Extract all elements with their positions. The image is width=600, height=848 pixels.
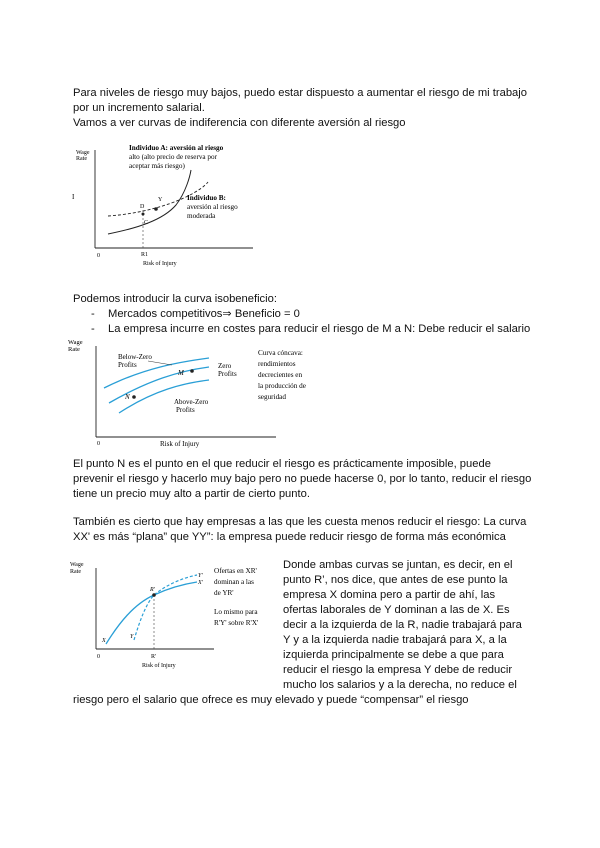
fig1-point-d: D xyxy=(140,204,145,210)
fig2-above-1: Above-Zero xyxy=(174,398,209,406)
fig3-origin: 0 xyxy=(97,654,100,660)
section4-line-1: También es cierto que hay empresas a las que les cuesta menos reducir el riesgo: La curva xyxy=(73,516,527,528)
fig1-label-b-2: aversión al riesgo xyxy=(187,203,238,211)
fig3-point-y: Y xyxy=(130,634,134,640)
fig2-below-leader xyxy=(148,361,172,365)
fig2-origin: 0 xyxy=(97,441,100,447)
fig1-curve-a xyxy=(108,170,191,234)
figure-indifference-curves xyxy=(68,140,268,270)
bullet-1: Mercados competitivos⇒ Beneficio = 0 xyxy=(108,308,300,320)
section5-line-4: ofertas laborales de Y dominan a las de X. Es xyxy=(283,604,510,616)
fig1-label-a-3: aceptar más riesgo) xyxy=(129,162,185,170)
fig3-curve-yy xyxy=(134,575,197,640)
fig3-point-yprime: Y' xyxy=(198,573,203,579)
fig1-xlabel: Risk of Injury xyxy=(143,261,177,267)
fig2-point-m: M xyxy=(178,369,184,377)
fig1-point-c-marker xyxy=(142,213,145,216)
fig2-xlabel: Risk of Injury xyxy=(160,440,200,448)
fig2-note-1: Curva cóncava: xyxy=(258,349,303,357)
section2-intro: Podemos introducir la curva isobeneficio: xyxy=(73,293,277,305)
fig2-note-4: la producción de xyxy=(258,382,306,390)
figure-isoprofit-curves xyxy=(64,338,334,453)
fig2-below-1: Below-Zero xyxy=(118,353,152,361)
section5-line-8: reducir el riesgo la empresa Y debe de reducir xyxy=(283,664,513,676)
fig3-xlabel: Risk of Injury xyxy=(142,663,176,669)
section5-line-6: Y y a la izquierda nadie trabajará para X, a la xyxy=(283,634,507,646)
section3-line-1: El punto N es el punto en el que reducir el riesgo es prácticamente imposible, puede xyxy=(73,458,491,470)
section5-line-2: punto R’, nos dice, que antes de ese punto la xyxy=(283,574,508,586)
fig2-ylabel-2: Rate xyxy=(68,346,80,353)
fig1-label-a-2: alto (alto precio de reserva por xyxy=(129,153,218,161)
fig3-point-r: R' xyxy=(150,587,155,593)
fig2-point-n-marker xyxy=(132,395,136,399)
fig1-label-b-3: moderada xyxy=(187,212,216,220)
fig1-point-c: C xyxy=(144,220,149,226)
fig3-point-xprime: X' xyxy=(198,580,203,586)
fig2-below-2: Profits xyxy=(118,361,137,369)
section5-line-3: empresa X domina pero a partir de ahí, las xyxy=(283,589,496,601)
fig3-note-3: de YR' xyxy=(214,589,234,597)
section3-line-2: prevenir el riesgo y hacerlo muy bajo pero no puede hacerse 0, por lo tanto, reducir el riesgo xyxy=(73,473,532,485)
section4-line-2: XX' es más “plana” que YY”: la empresa puede reducir riesgo de forma más económica xyxy=(73,531,506,543)
fig1-xtick: R1 xyxy=(141,252,149,258)
intro-line-3: Vamos a ver curvas de indiferencia con diferente aversión al riesgo xyxy=(73,117,406,129)
fig1-ylabel-1: Wage xyxy=(76,150,90,156)
fig2-above-2: Profits xyxy=(176,406,195,414)
fig3-ylabel-1: Wage xyxy=(70,562,84,568)
fig2-point-m-marker xyxy=(190,369,194,373)
bullet-dash-2: - xyxy=(91,323,95,335)
fig2-note-5: seguridad xyxy=(258,393,286,401)
section3-line-3: tiene un precio muy alto a partir de cierto punto. xyxy=(73,488,310,500)
fig1-ylabel-2: Rate xyxy=(76,156,87,162)
fig2-ylabel-1: Wage xyxy=(68,339,83,346)
fig1-point-d-marker xyxy=(154,207,158,211)
fig1-ytick: I xyxy=(72,193,75,201)
section5-line-7: izquierda principalmente se debe a que para xyxy=(283,649,504,661)
section5-line-5: decir a la izquierda de la R, nadie trabajará para xyxy=(283,619,522,631)
figure-xx-yy-curves xyxy=(64,558,279,670)
fig2-point-n: N xyxy=(125,393,130,401)
fig3-point-r-marker xyxy=(152,593,156,597)
intro-line-1: Para niveles de riesgo muy bajos, puedo estar dispuesto a aumentar el riesgo de mi trabajo xyxy=(73,87,527,99)
section5-last-line: riesgo pero el salario que ofrece es muy elevado y puede “compensar” el riesgo xyxy=(73,694,469,706)
bullet-dash-1: - xyxy=(91,308,95,320)
fig3-xtick: R' xyxy=(151,654,157,660)
fig1-point-y: Y xyxy=(158,197,163,203)
fig3-note-1: Ofertas en XR' xyxy=(214,567,257,575)
fig2-zero-2: Profits xyxy=(218,370,237,378)
fig2-note-3: decrecientes en xyxy=(258,371,303,379)
fig2-zero-1: Zero xyxy=(218,362,232,370)
fig3-note-4: Lo mismo para xyxy=(214,608,258,616)
section5-line-1: Donde ambas curvas se juntan, es decir, en el xyxy=(283,559,513,571)
fig1-label-a-1: Individuo A: aversión al riesgo xyxy=(129,144,224,152)
bullet-2: La empresa incurre en costes para reducir el riesgo de M a N: Debe reducir el salario xyxy=(108,323,531,335)
fig1-origin: 0 xyxy=(97,253,100,259)
fig3-note-5: R'Y' sobre R'X' xyxy=(214,619,259,627)
fig3-ylabel-2: Rate xyxy=(70,569,81,575)
intro-line-2: por un incremento salarial. xyxy=(73,102,205,114)
fig2-note-2: rendimientos xyxy=(258,360,296,368)
fig3-note-2: dominan a las xyxy=(214,578,254,586)
fig1-label-b-1: Individuo B: xyxy=(187,194,226,202)
fig3-point-x: X xyxy=(102,638,106,644)
section5-line-9: mucho los salarios y a la derecha, no reduce el xyxy=(283,679,517,691)
